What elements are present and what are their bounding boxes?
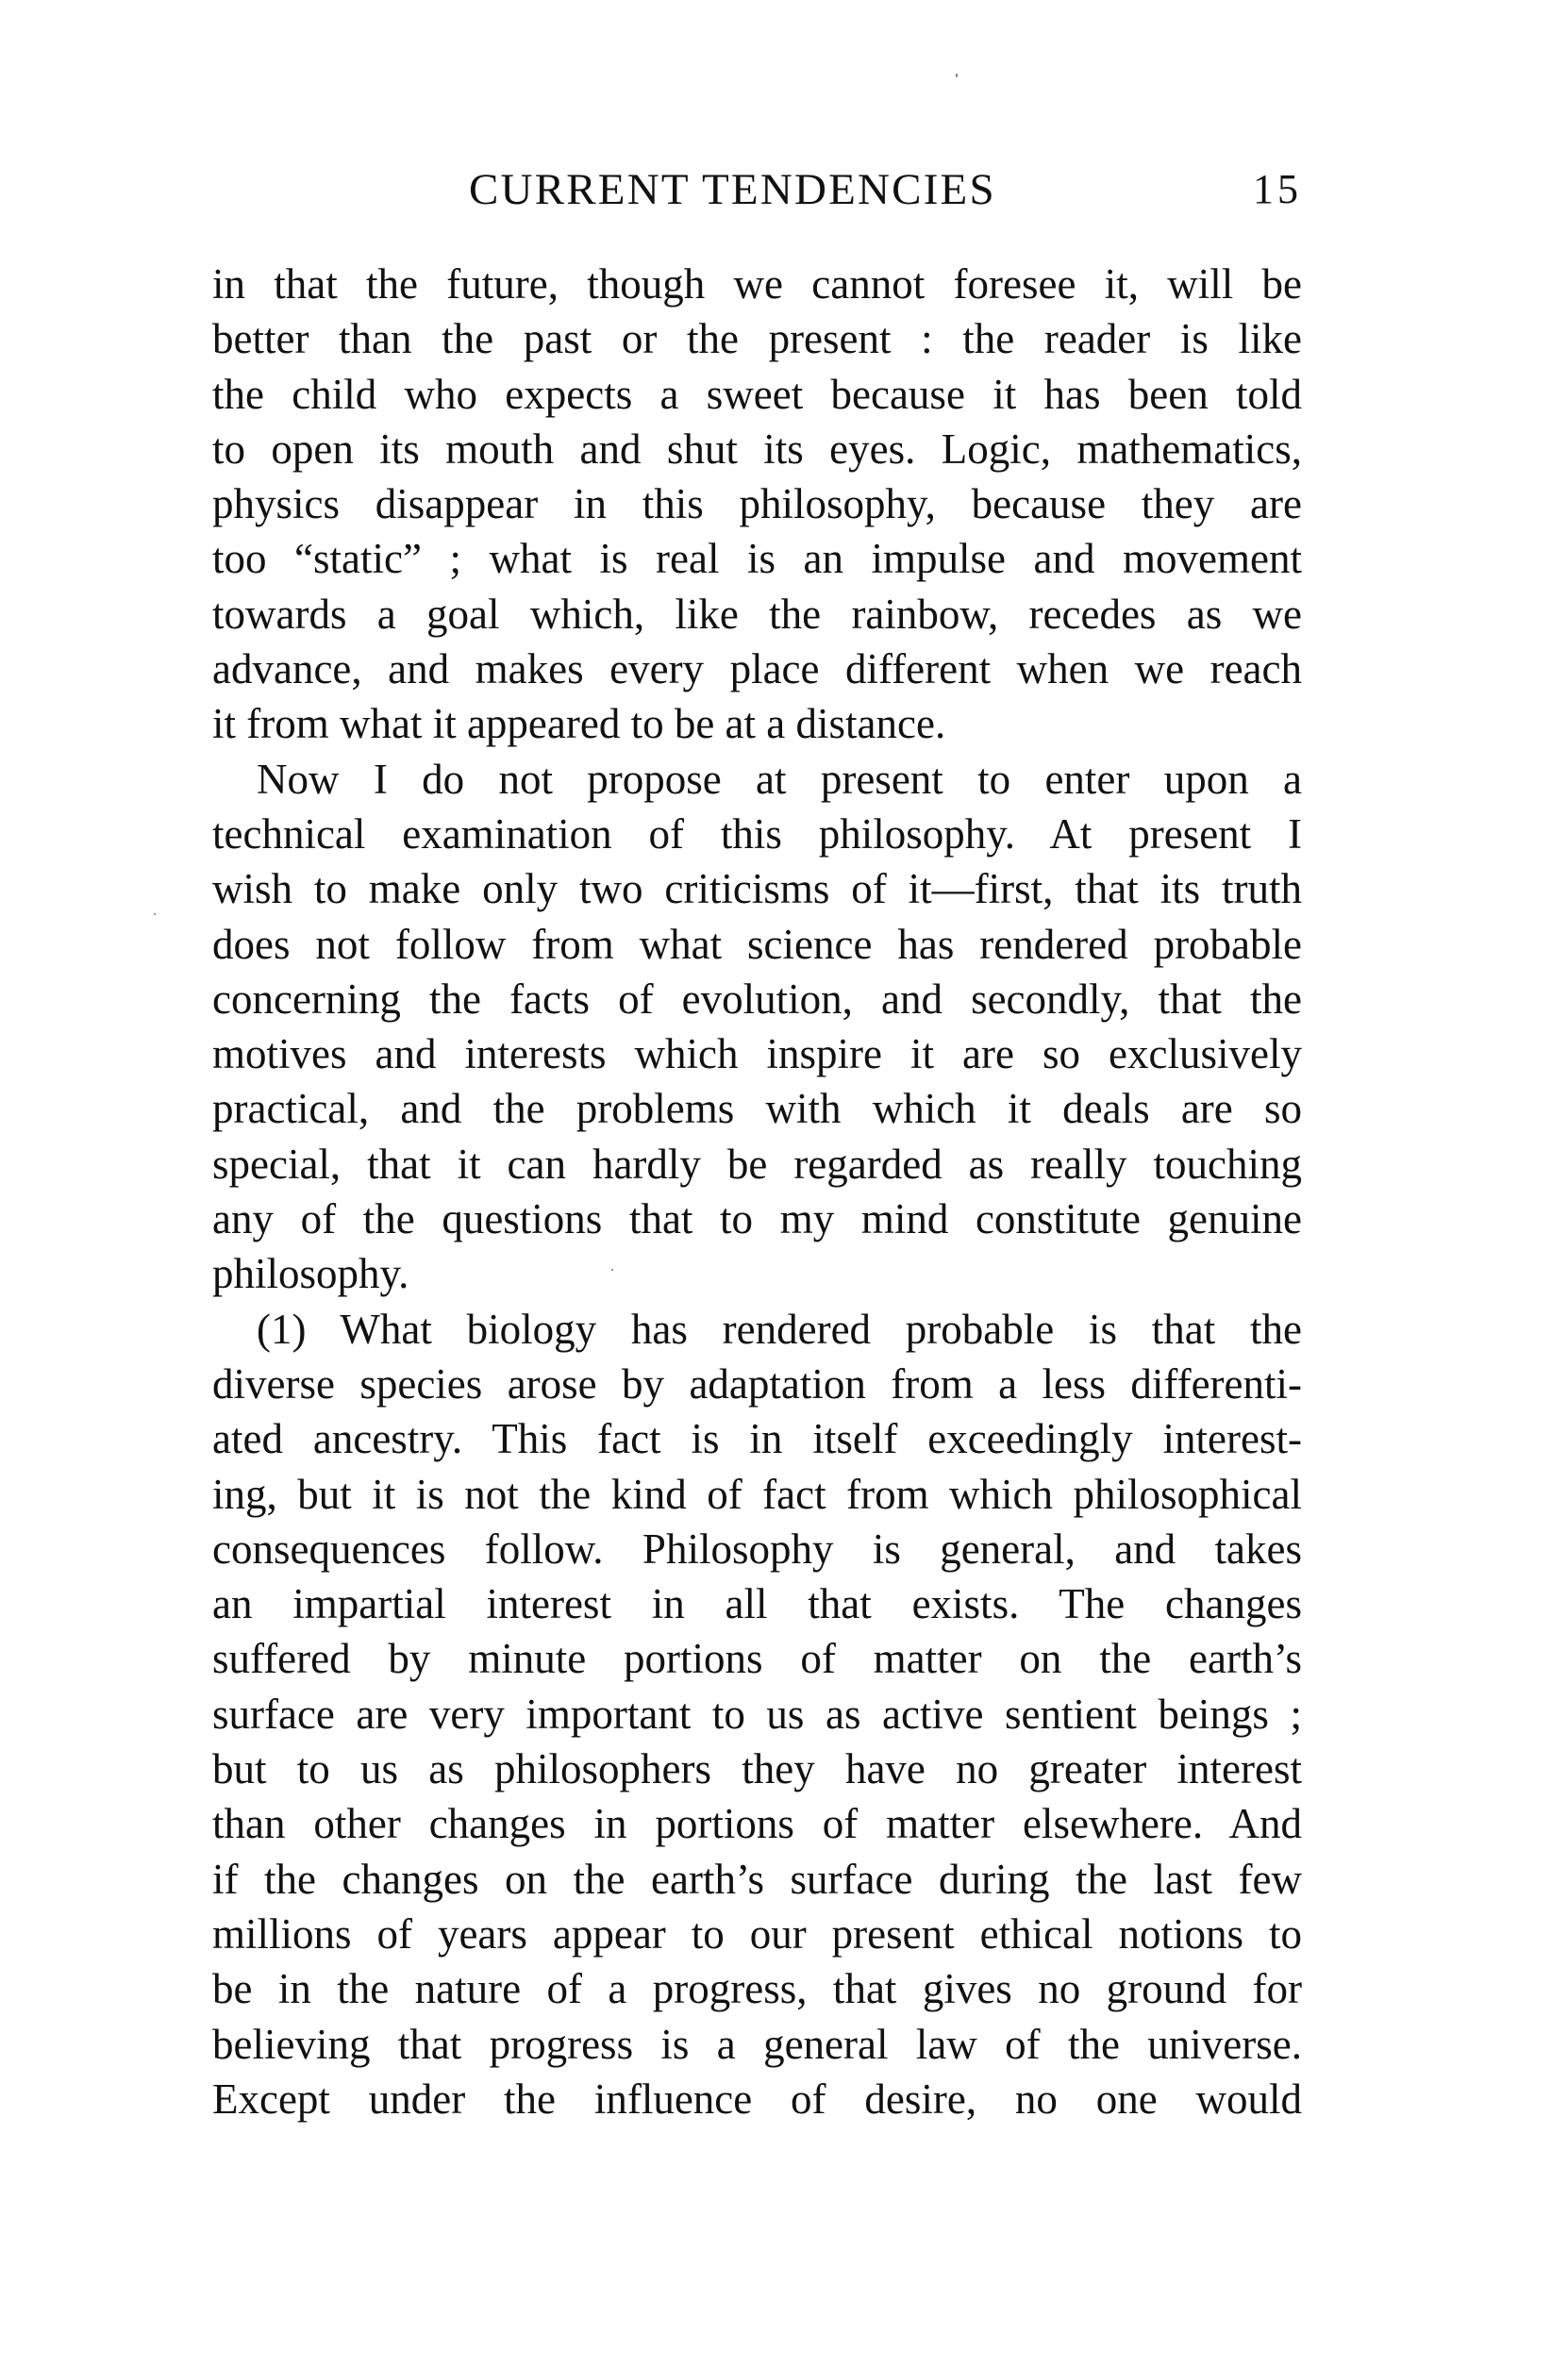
text-line: surface are very important to us as active sentient beings ; [212, 1690, 1302, 1738]
text-line: Except under the influence of desire, no one would [212, 2075, 1302, 2123]
text-line: an impartial interest in all that exists. The changes [212, 1580, 1302, 1628]
text-line: suffered by minute portions of matter on the earth’s [212, 1635, 1302, 1683]
paragraph-continued [212, 257, 1302, 752]
text-line: advance, and makes every place different when we reach [212, 645, 1302, 693]
text-line: millions of years appear to our present ethical notions to [212, 1909, 1302, 1958]
text-line: special, that it can hardly be regarded as really touching [212, 1140, 1302, 1188]
text-line: than other changes in portions of matter elsewhere. And [212, 1800, 1302, 1848]
text-line: does not follow from what science has rendered probable [212, 920, 1302, 968]
text-line: it from what it appeared to be at a distance. [212, 700, 946, 748]
text-line: consequences follow. Philosophy is general, and takes [212, 1525, 1302, 1573]
text-line: philosophy. [212, 1250, 409, 1298]
paragraph-biology [212, 1302, 1302, 2126]
text-line: diverse species arose by adaptation from a less differenti- [212, 1359, 1302, 1408]
text-line: too “static” ; what is real is an impulse and movement [212, 535, 1302, 583]
text-line: any of the questions that to my mind constitute genuine [212, 1195, 1302, 1243]
text-line: in that the future, though we cannot foresee it, will be [212, 260, 1302, 308]
page-number: 15 [1253, 166, 1302, 212]
text-line: towards a goal which, like the rainbow, recedes as we [212, 590, 1302, 638]
text-line: ated ancestry. This fact is in itself exceedingly interest- [212, 1415, 1302, 1463]
paragraph-criticisms [212, 752, 1302, 1302]
scan-speck [154, 913, 156, 915]
scan-speck [956, 74, 958, 77]
scan-speck [611, 1269, 613, 1271]
body-text [212, 257, 1302, 2126]
running-title: CURRENT TENDENCIES [469, 165, 996, 214]
running-header [212, 166, 1302, 213]
text-line: be in the nature of a progress, that gives no ground for [212, 1965, 1302, 2013]
text-line: concerning the facts of evolution, and secondly, that the [212, 975, 1302, 1023]
text-line: ing, but it is not the kind of fact from which philosophical [212, 1470, 1302, 1518]
text-line: technical examination of this philosophy. At present I [212, 809, 1302, 858]
text-line: wish to make only two criticisms of it—first, that its truth [212, 865, 1302, 913]
text-line: to open its mouth and shut its eyes. Logic, mathematics, [212, 425, 1302, 473]
text-line: the child who expects a sweet because it has been told [212, 370, 1302, 418]
text-line: practical, and the problems with which it deals are so [212, 1085, 1302, 1133]
text-line: if the changes on the earth’s surface during the last few [212, 1855, 1302, 1903]
text-line: (1) What biology has rendered probable is that the [257, 1305, 1302, 1353]
text-line: but to us as philosophers they have no greater interest [212, 1745, 1302, 1793]
text-line: Now I do not propose at present to enter upon a [257, 755, 1302, 803]
text-line: motives and interests which inspire it are so exclusively [212, 1030, 1302, 1078]
text-line: physics disappear in this philosophy, because they are [212, 480, 1302, 528]
text-line: believing that progress is a general law of the universe. [212, 2020, 1302, 2068]
text-line: better than the past or the present : the reader is like [212, 315, 1302, 363]
